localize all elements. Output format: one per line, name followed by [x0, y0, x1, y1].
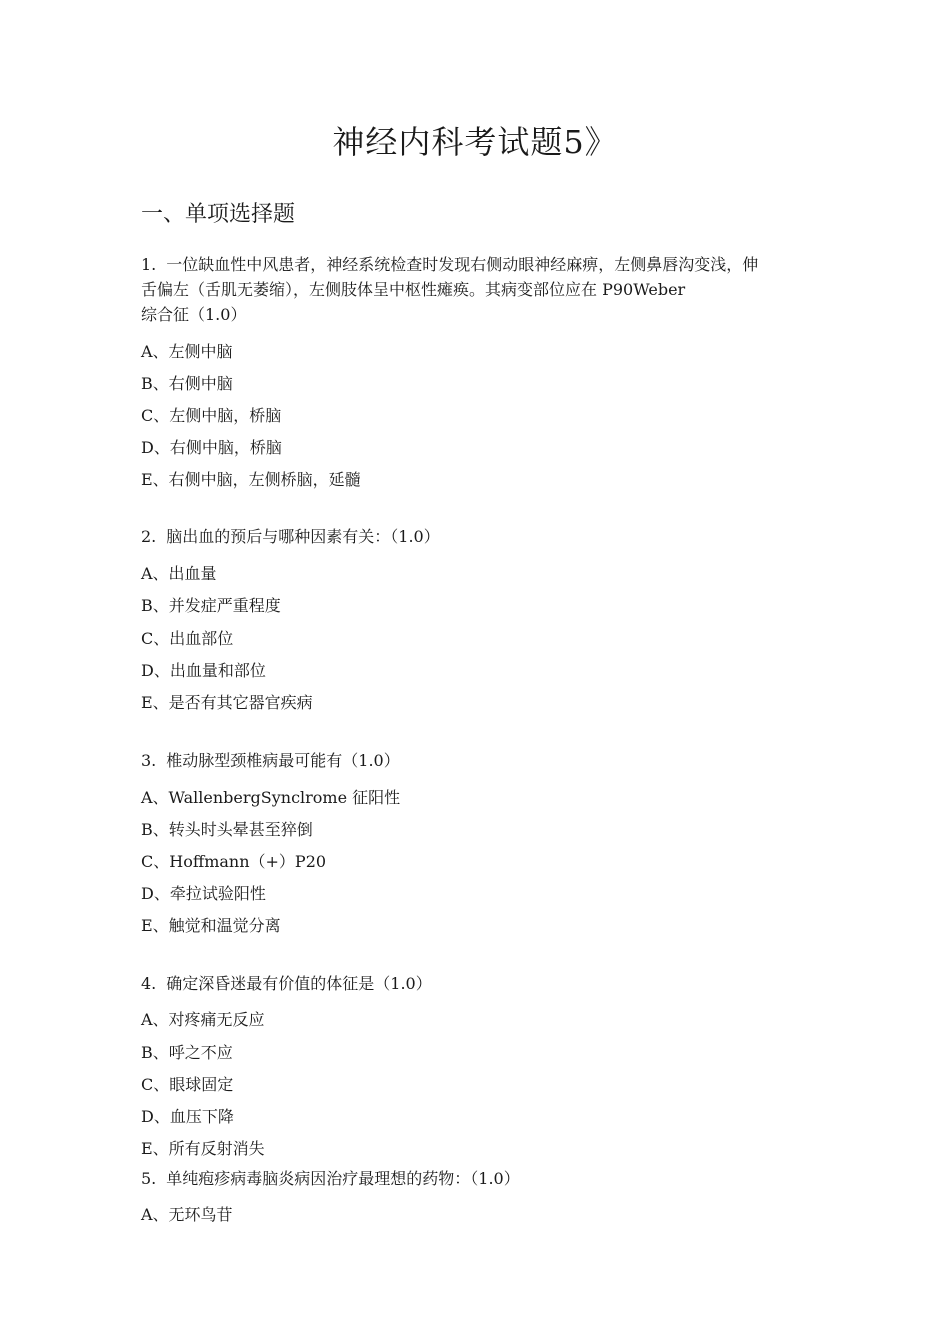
question-number: 5. — [141, 1169, 157, 1188]
option: D、出血量和部位 — [141, 661, 266, 680]
option: A、对疼痛无反应 — [141, 1010, 265, 1029]
stem-line: 椎动脉型颈椎病最可能有（1.0） — [166, 751, 400, 770]
question-2-stem — [141, 524, 811, 549]
question-number: 3. — [141, 751, 157, 770]
stem-line: 舌偏左（舌肌无萎缩），左侧肢体呈中枢性瘫痪。其病变部位应在 P90Weber — [141, 280, 686, 299]
option: A、左侧中脑 — [141, 342, 233, 361]
option: A、出血量 — [141, 564, 217, 583]
option: B、并发症严重程度 — [141, 596, 281, 615]
option: B、呼之不应 — [141, 1043, 233, 1062]
stem-line: 脑出血的预后与哪种因素有关：（1.0） — [166, 527, 440, 546]
stem-line: 单纯疱疹病毒脑炎病因治疗最理想的药物：（1.0） — [166, 1169, 520, 1188]
option: C、出血部位 — [141, 629, 234, 648]
option: B、转头时头晕甚至猝倒 — [141, 820, 313, 839]
option: C、Hoffmann（+）P20 — [141, 852, 327, 871]
question-1-stem — [141, 252, 811, 327]
stem-line: 确定深昏迷最有价值的体征是（1.0） — [166, 974, 432, 993]
question-5-stem — [141, 1166, 811, 1191]
option: E、所有反射消失 — [141, 1139, 265, 1158]
stem-line: 一位缺血性中风患者，神经系统检查时发现右侧动眼神经麻痹，左侧鼻唇沟变浅，伸 — [166, 255, 759, 274]
question-4-stem — [141, 971, 811, 996]
question-number: 4. — [141, 974, 157, 993]
option: A、无环鸟苷 — [141, 1205, 233, 1224]
option: E、是否有其它器官疾病 — [141, 693, 313, 712]
option: D、血压下降 — [141, 1107, 234, 1126]
question-number: 1. — [141, 255, 157, 274]
option: B、右侧中脑 — [141, 374, 233, 393]
option: C、眼球固定 — [141, 1075, 234, 1094]
option: D、牵拉试验阳性 — [141, 884, 266, 903]
option: D、右侧中脑，桥脑 — [141, 438, 282, 457]
option: C、左侧中脑，桥脑 — [141, 406, 282, 425]
question-number: 2. — [141, 527, 157, 546]
section-heading: 一、单项选择题 — [141, 202, 296, 227]
page-title: 神经内科考试题5》 — [332, 123, 618, 161]
option: E、右侧中脑，左侧桥脑，延髓 — [141, 470, 361, 489]
question-3-stem — [141, 748, 811, 773]
option: A、WallenbergSynclrome 征阳性 — [141, 788, 401, 807]
stem-line: 综合征（1.0） — [141, 305, 247, 324]
option: E、触觉和温觉分离 — [141, 916, 281, 935]
